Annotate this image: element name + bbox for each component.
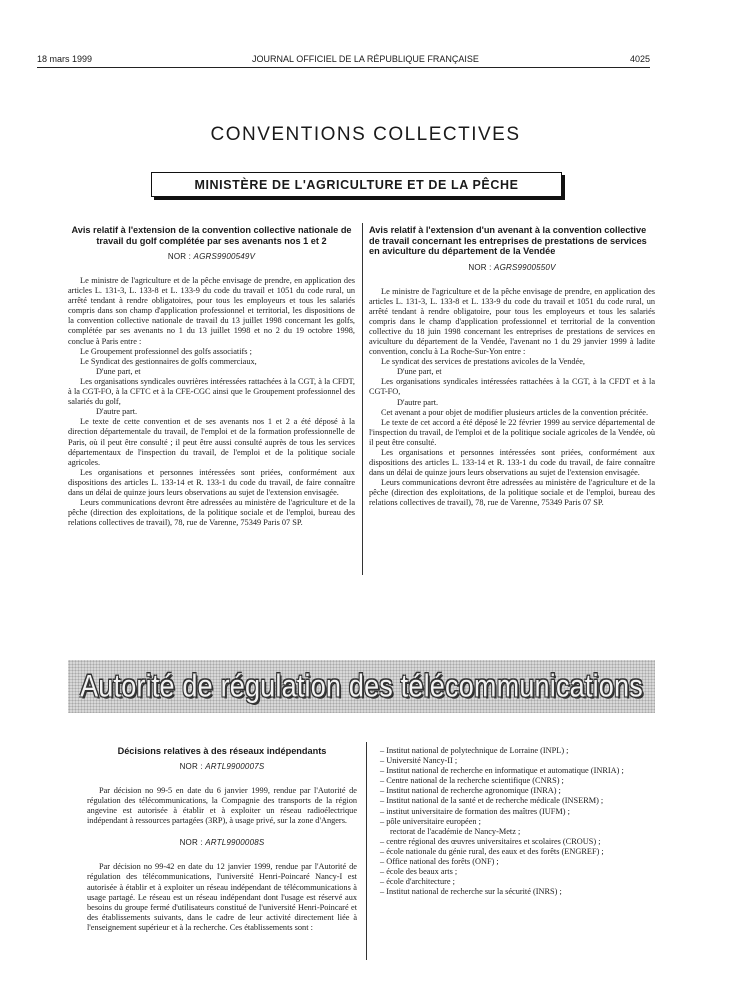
list-item: – Centre national de la recherche scientifique (CNRS) ; — [380, 776, 564, 786]
paragraph: Leurs communications devront être adressées au ministère de l'agriculture et de la pêche (direction des exploitations, de la politique sociale et de l'emploi, bureau des relations collectives de travail), 78, rue de Varenne, 75349 Paris 07 SP. — [68, 498, 355, 528]
paragraph: Les organisations et personnes intéressées sont priées, conformément aux dispositions des articles L. 133-14 et R. 133-1 du code du travail, de faire connaître dans un délai de quinze jours leurs observations au sujet de l'extension envisagée. — [369, 448, 655, 478]
list-item: – institut universitaire de formation des maîtres (IUFM) ; — [380, 806, 570, 816]
nor-label: NOR : — [468, 262, 492, 272]
decision-nor — [87, 762, 357, 771]
nor-label: NOR : — [179, 762, 203, 771]
avis-golf-nor — [68, 252, 355, 261]
list-item: – école nationale du génie rural, des eaux et des forêts (ENGREF) ; — [380, 846, 604, 856]
list-item: – Institut national de la santé et de recherche médicale (INSERM) ; — [380, 796, 604, 806]
paragraph: Le texte de cet accord a été déposé le 22 février 1999 au service départemental de l'inspection du travail, de l'emploi et de la politique sociale agricoles de la Vendée, où il peut être consulté. — [369, 417, 655, 447]
avis-vendee-nor — [369, 263, 655, 272]
column-divider — [362, 223, 363, 575]
header-journal-title: JOURNAL OFFICIEL DE LA RÉPUBLIQUE FRANÇAISE — [252, 54, 479, 64]
list-item: – pôle universitaire européen ; — [380, 816, 481, 826]
paragraph: D'autre part. — [96, 407, 138, 417]
paragraph: Par décision no 99-42 en date du 12 janvier 1999, rendue par l'Autorité de régulation des télécommunications, l'université Henri-Poincaré Nancy-I est autorisée à établir et à exploiter un réseau indépendant de télécommunications à usage partagé. Le réseau est un réseau indépendant dont l'usage est réservé aux besoins du groupe fermé d'utilisateurs constitué de l'université Henri-Poincaré et des établissements suivants, dans le cadre de leur activité directement liée à l'enseignement supérieur et à la recherche. Ces établissements sont : — [87, 862, 357, 932]
header-rule — [37, 67, 650, 68]
column-divider — [366, 742, 367, 960]
list-item: – Institut national de recherche en informatique et automatique (INRIA) ; — [380, 766, 624, 776]
paragraph: Les organisations syndicales intéressées rattachées à la CGT, à la CFDT et à la CGT-FO, — [369, 377, 655, 397]
decision-body — [87, 862, 357, 933]
avis-vendee-body — [369, 287, 655, 509]
paragraph: Le texte de cette convention et de ses avenants nos 1 et 2 a été déposé à la direction départementale du travail, de l'emploi et de la formation professionnelle de Paris, où il peut être consulté ; il peut être aussi consulté auprès de tous les services départementaux de l'inspection du travail, de l'emploi et de la politique sociale agricoles. — [68, 417, 355, 467]
nor-label: NOR : — [179, 838, 203, 848]
decisions-section — [87, 746, 357, 933]
paragraph: D'une part, et — [397, 367, 442, 377]
authority-banner — [68, 660, 655, 713]
nor-reference: AGRS9900549V — [193, 252, 256, 261]
establishments-list — [380, 746, 650, 897]
section-title: CONVENTIONS COLLECTIVES — [210, 124, 521, 145]
paragraph: Le ministre de l'agriculture et de la pêche envisage de prendre, en application des articles L. 131-3, L. 133-8 et L. 133-9 du code du travail et 1051 du code rural, un arrêté tendant à rendre obligatoire, pour tous les employeurs et tous les salariés compris dans le champ d'application professionnel et territorial de la convention collective du 18 juin 1998 concernant les entreprises de prestations de services en aviculture du département de la Vendée, l'avenant no 1 du 29 janvier 1999 à ladite convention, conclu à La Roche-Sur-Yon entre : — [369, 286, 655, 357]
avis-vendee-title: Avis relatif à l'extension d'un avenant à la convention collective de travail concernant les entreprises de prestations de services en aviculture du département de la Vendée — [369, 225, 647, 256]
list-item: – Office national des forêts (ONF) ; — [380, 857, 499, 867]
paragraph: Par décision no 99-5 en date du 6 janvier 1999, rendue par l'Autorité de régulation des télécommunications, la Compagnie des transports de la région angevine est autorisée à établir et à exploiter un réseau radioélectrique indépendant à ressources partagées (3RP), à usage privé, sur la zone d'Angers. — [87, 786, 357, 826]
header-page-number: 4025 — [629, 54, 650, 64]
decision-nor — [87, 838, 357, 847]
ministry-box — [151, 172, 562, 197]
list-item: – centre régional des œuvres universitaires et scolaires (CROUS) ; — [380, 836, 601, 846]
list-item: – Institut national de recherche sur la sécurité (INRS) ; — [380, 887, 562, 897]
nor-reference: ARTL9900007S — [205, 762, 265, 771]
decision-body — [87, 786, 357, 826]
decisions-title: Décisions relatives à des réseaux indépendants — [117, 746, 327, 756]
paragraph: Le ministre de l'agriculture et de la pêche envisage de prendre, en application des articles L. 131-3, L. 133-8 et L. 133-9 du code du travail et 1051 du code rural, un arrêté tendant à rendre obligatoires, pour tous les employeurs et tous les salariés compris dans son champ d'application professionnel et territorial, les dispositions de la convention collective nationale de travail du 13 juillet 1998 concernant les golfs, complétée par ses avenants no 1 du 13 juillet 1998 et no 2 du 19 octobre 1998, conclue à Paris entre : — [68, 276, 355, 346]
list-item: – Université Nancy-II ; — [380, 756, 458, 766]
paragraph: Le syndicat des services de prestations avicoles de la Vendée, — [381, 357, 585, 367]
list-item: – école d'architecture ; — [380, 877, 455, 887]
nor-label: NOR : — [167, 252, 192, 261]
paragraph: Les organisations et personnes intéressées sont priées, conformément aux dispositions des articles L. 133-14 et R. 133-1 du code du travail, de faire connaître dans un délai de quinze jours leurs observations au sujet de l'extension envisagée. — [68, 467, 355, 497]
list-item: – Institut national de polytechnique de Lorraine (INPL) ; — [380, 746, 569, 755]
paragraph: Le Groupement professionnel des golfs associatifs ; — [80, 346, 252, 356]
paragraph: Le Syndicat des gestionnaires de golfs commerciaux, — [80, 356, 257, 366]
nor-reference: ARTL9900008S — [205, 838, 265, 848]
paragraph: Les organisations syndicales ouvrières intéressées rattachées à la CGT, à la CFDT, à la CGT-FO, à la CFTC et à la CFE-CGC ainsi que le Groupement professionnel des salariés du golf, — [68, 376, 355, 407]
ministry-title: MINISTÈRE DE L'AGRICULTURE ET DE LA PÊCHE — [194, 177, 519, 192]
nor-reference: AGRS9900550V — [494, 262, 556, 272]
avis-golf-body — [68, 276, 355, 528]
authority-title: Autorité de régulation des télécommunications — [80, 668, 643, 704]
list-item: – école des beaux arts ; — [380, 867, 458, 877]
header-date: 18 mars 1999 — [37, 54, 93, 64]
paragraph: Cet avenant a pour objet de modifier plusieurs articles de la convention précitée. — [381, 407, 649, 417]
avis-golf-title: Avis relatif à l'extension de la convention collective nationale de travail du golf complétée par ses avenants nos 1 et 2 — [71, 225, 352, 246]
avis-golf — [68, 225, 355, 528]
paragraph: D'une part, et — [96, 366, 141, 376]
list-item: – Institut national de recherche agronomique (INRA) ; — [380, 786, 561, 796]
paragraph: Leurs communications devront être adressées au ministère de l'agriculture et de la pêche (direction des exploitations, de la politique sociale et de l'emploi, bureau des relations collectives de travail), 78, rue de Varenne, 75349 Paris 07 SP. — [369, 478, 655, 508]
avis-vendee — [369, 225, 655, 509]
paragraph: D'autre part. — [397, 397, 439, 407]
list-item: rectorat de l'académie de Nancy-Metz ; — [390, 826, 521, 836]
